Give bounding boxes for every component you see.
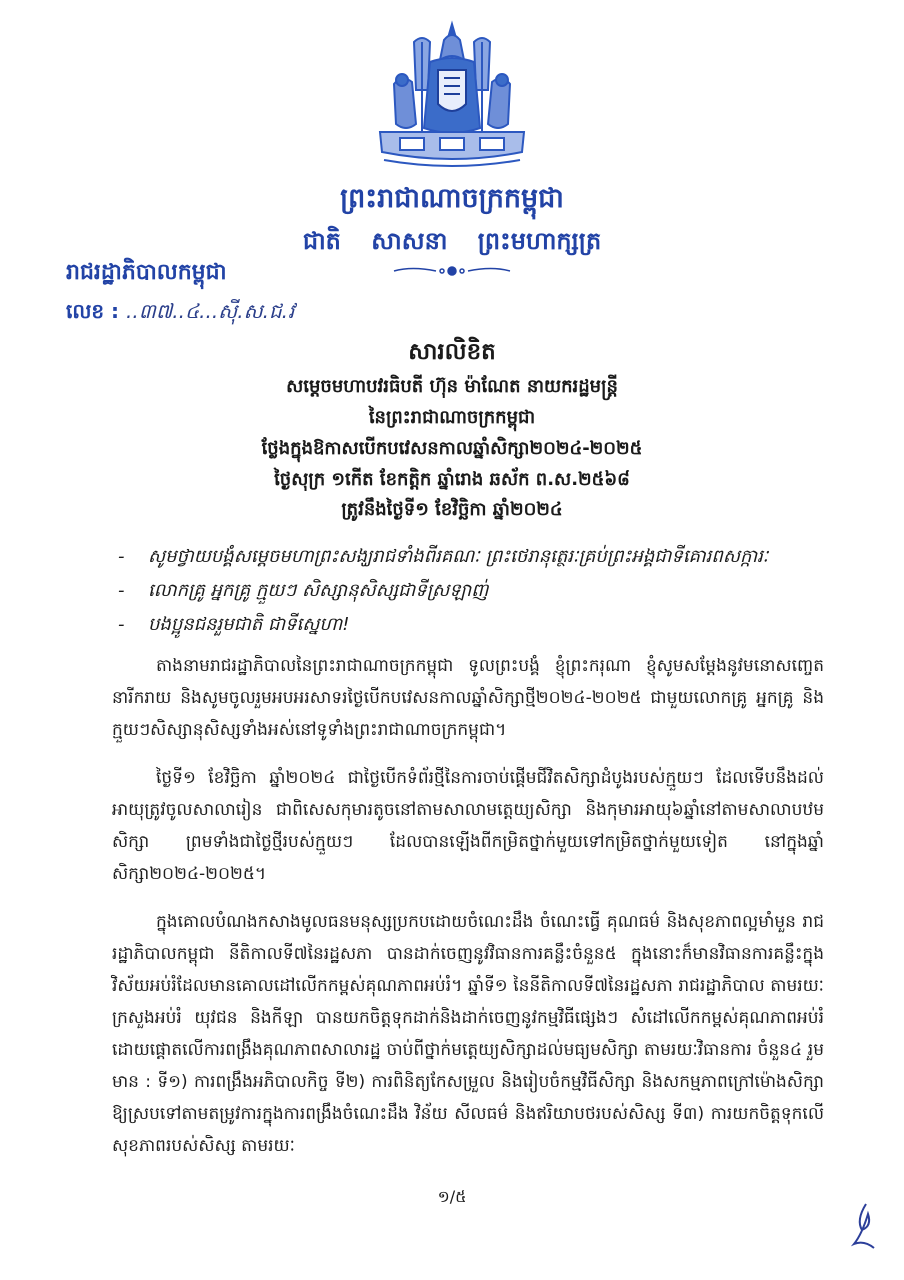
national-motto: ជាតិ សាសនា ព្រះមហាក្សត្រ <box>302 227 602 255</box>
salutation-text: សូមថ្វាយបង្គំសម្ដេចមហាព្រះសង្ឃរាជទាំងពីរគណៈ ព្រះថេរានុត្ថេរៈគ្រប់ព្រះអង្គជាទីគោរពសក្ការៈ <box>148 546 769 567</box>
salutation-item <box>118 574 858 608</box>
body-paragraph-1: តាងនាមរាជរដ្ឋាភិបាលនៃព្រះរាជាណាចក្រកម្ពុជា ទូលព្រះបង្គំ ខ្ញុំព្រះករុណា ខ្ញុំសូមសម្ដែងនូវមនោសញ្ចេតនារីករាយ និងសូមចូលរួមអបអរសាទរថ្ងៃបើកបវេសនកាលឆ្នាំសិក្សាថ្មី២០២៤-២០២៥ ជាមួយលោកគ្រូ អ្នកគ្រូ និងក្មួយៗសិស្សានុសិស្សទាំងអស់នៅទូទាំងព្រះរាជាណាចក្រកម្ពុជា។ <box>112 656 824 740</box>
salutation-text: លោកគ្រូ អ្នកគ្រូ ក្មួយៗ សិស្សានុសិស្សជាទីស្រឡាញ់ <box>148 580 489 601</box>
author-line: សម្ដេចមហាបវរធិបតី ហ៊ុន ម៉ាណែត នាយករដ្ឋមន្ត្រី <box>286 376 618 397</box>
reference-label: លេខ : <box>66 299 120 323</box>
salutation-list <box>118 540 858 642</box>
body-paragraph-2: ថ្ងៃទី១ ខែវិច្ឆិកា ឆ្នាំ២០២៤ ជាថ្ងៃបើកទំព័រថ្មីនៃការចាប់ផ្ដើមជីវិតសិក្សាដំបូងរបស់ក្មួយៗ ដែលទើបនឹងដល់អាយុត្រូវចូលសាលារៀន ជាពិសេសកុមារតូចនៅតាមសាលាមត្តេយ្យសិក្សា និងកុមារអាយុ៦ឆ្នាំនៅតាមសាលាបឋមសិក្សា ព្រមទាំងជាថ្ងៃថ្មីរបស់ក្មួយៗ ដែលបានឡើងពីកម្រិតថ្នាក់មួយទៅកម្រិតថ្នាក់មួយទៀត នៅក្នុងឆ្នាំសិក្សា២០២៤-២០២៥។ <box>112 768 824 884</box>
salutation-text: បងប្អូនជនរួមជាតិ ជាទីស្នេហា! <box>148 614 350 635</box>
salutation-item <box>118 540 858 574</box>
list-dash: - <box>118 614 125 635</box>
list-dash: - <box>118 546 125 567</box>
reference-value: ..៣៧..៤...ស៊ី.ស.ជ.វ <box>126 299 295 323</box>
list-dash: - <box>118 580 125 601</box>
decorative-divider-icon <box>392 264 512 278</box>
document-type: សារលិខិត <box>408 339 496 365</box>
body-paragraph-3: ក្នុងគោលបំណងកសាងមូលធនមនុស្សប្រកបដោយចំណេះដឹង ចំណេះធ្វើ គុណធម៌ និងសុខភាពល្អមាំមួន រាជរដ្ឋាភិបាលកម្ពុជា នីតិកាលទី៧នៃរដ្ឋសភា បានដាក់ចេញនូវវិធានការគន្លឹះចំនួន៥ ក្នុងនោះក៏មានវិធានការគន្លឹះក្នុងវិស័យអប់រំដែលមានគោលដៅលើកកម្ពស់គុណភាពអប់រំ។ ឆ្នាំទី១ នៃនីតិកាលទី៧នៃរដ្ឋសភា រាជរដ្ឋាភិបាល តាមរយៈក្រសួងអប់រំ យុវជន និងកីឡា បានយកចិត្តទុកដាក់និងដាក់ចេញនូវកម្មវិធីផ្សេងៗ សំដៅលើកកម្ពស់គុណភាពអប់រំ ដោយផ្ដោតលើការពង្រឹងគុណភាពសាលារដ្ឋ ចាប់ពីថ្នាក់មត្តេយ្យសិក្សាដល់មធ្យមសិក្សា តាមរយៈវិធានការ ចំនួន៤ រួមមាន : ទី១) ការពង្រឹងអភិបាលកិច្ច ទី២) ការពិនិត្យកែសម្រួល និងរៀបចំកម្មវិធីសិក្សា និងសកម្មភាពក្រៅម៉ោងសិក្សា ឱ្យស្របទៅតាមតម្រូវការក្នុងការពង្រឹងចំណេះដឹង វិន័យ សីលធម៌ និងឥរិយាបថរបស់សិស្ស ទី៣) ការយកចិត្តទុកលើសុខភាពរបស់សិស្ស តាមរយៈ <box>112 912 824 1156</box>
government-name: រាជរដ្ឋាភិបាលកម្ពុជា <box>66 260 227 285</box>
kingdom-title: ព្រះរាជាណាចក្រកម្ពុជា <box>340 183 564 214</box>
solar-date-line: ត្រូវនឹងថ្ងៃទី១ ខែវិច្ឆិកា ឆ្នាំ២០២៤ <box>341 499 563 520</box>
author-country-line: នៃព្រះរាជាណាចក្រកម្ពុជា <box>368 407 536 428</box>
handwritten-initial-signature <box>848 1200 878 1252</box>
salutation-item <box>118 608 858 642</box>
page-number: ១/៥ <box>437 1187 467 1206</box>
occasion-line: ថ្លែងក្នុងឱកាសបើកបវេសនកាលឆ្នាំសិក្សា២០២៤-២០២៥ <box>261 438 643 459</box>
royal-coat-of-arms-emblem <box>372 20 532 175</box>
reference-number <box>66 298 294 328</box>
lunar-date-line: ថ្ងៃសុក្រ ១កើត ខែកត្ដិក ឆ្នាំរោង ឆស័ក ព.ស.២៥៦៨ <box>274 469 630 490</box>
